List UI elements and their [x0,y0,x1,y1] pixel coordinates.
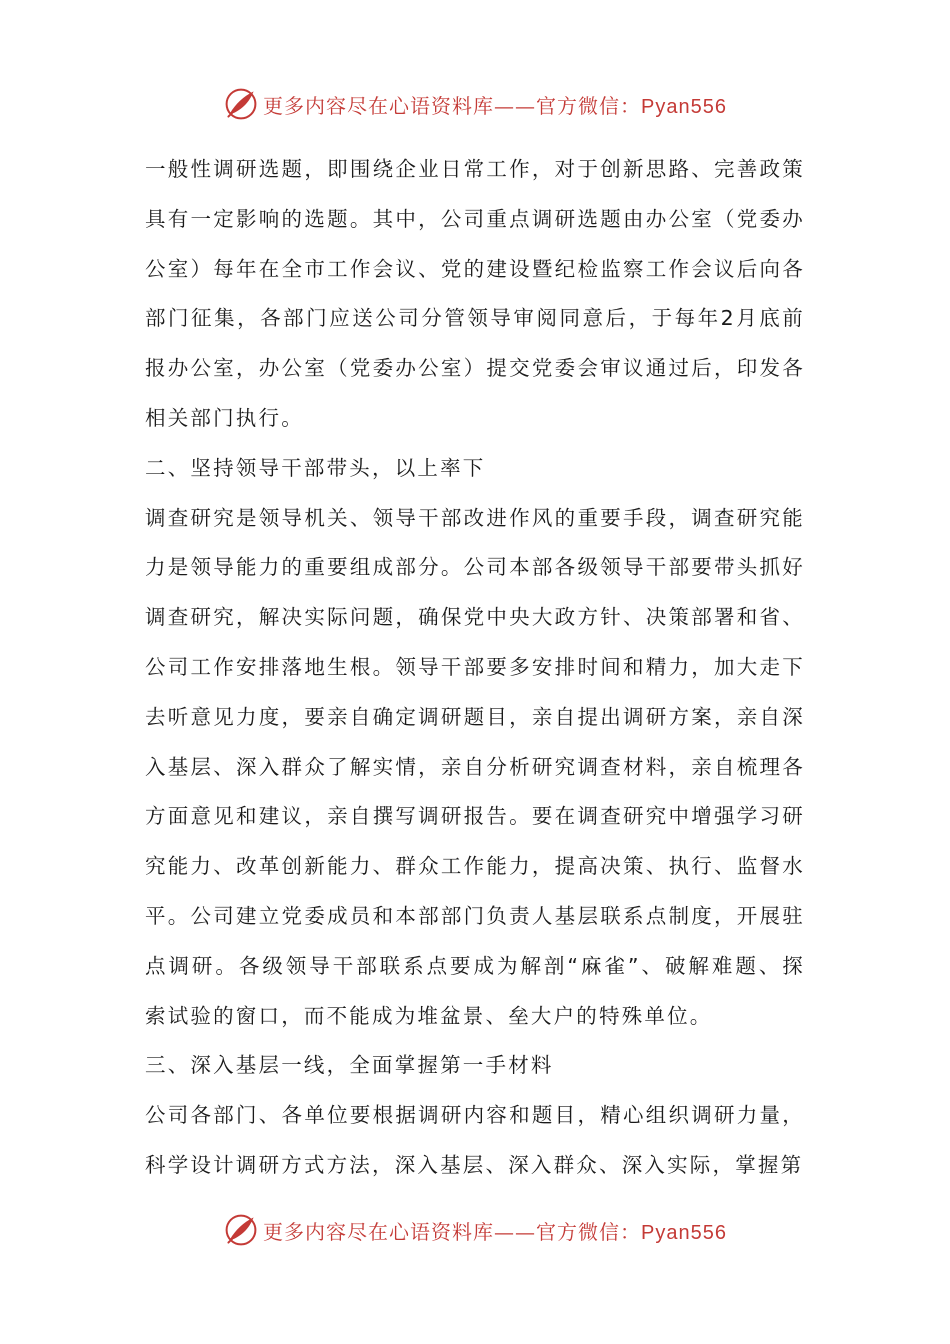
section-heading-3: 三、深入基层一线，全面掌握第一手材料 [145,1053,554,1078]
paragraph-intro: 一般性调研选题，即围绕企业日常工作，对于创新思路、完善政策具有一定影响的选题。其中，公司重点调研选题由办公室（党委办公室）每年在全市工作会议、党的建设暨纪检监察工作会议后向各部门征集，各部门应送公司分管领导审阅同意后，于每年2月底前报办公室，办公室（党委办公室）提交党委会审议通过后，印发各相关部门执行。 [145,157,805,430]
paragraph-section-3: 公司各部门、各单位要根据调研内容和题目，精心组织调研力量，科学设计调研方式方法，深入基层、深入群众、深入实际，掌握第 [145,1103,805,1177]
quill-logo-icon [223,86,259,122]
header-watermark-banner [0,84,950,124]
document-body [145,145,805,1191]
wechat-id: Pyan556 [641,95,727,118]
watermark-text: 更多内容尽在心语资料库——官方微信：Pyan556 [263,1219,727,1244]
footer-watermark-banner [0,1210,950,1250]
watermark-text: 更多内容尽在心语资料库——官方微信：Pyan556 [263,93,727,118]
paragraph-section-2: 调查研究是领导机关、领导干部改进作风的重要手段，调查研究能力是领导能力的重要组成部分。公司本部各级领导干部要带头抓好调查研究，解决实际问题，确保党中央大政方针、决策部署和省、公司工作安排落地生根。领导干部要多安排时间和精力，加大走下去听意见力度，要亲自确定调研题目，亲自提出调研方案，亲自深入基层、深入群众了解实情，亲自分析研究调查材料，亲自梳理各方面意见和建议，亲自撰写调研报告。要在调查研究中增强学习研究能力、改革创新能力、群众工作能力，提高决策、执行、监督水平。公司建立党委成员和本部部门负责人基层联系点制度，开展驻点调研。各级领导干部联系点要成为解剖“麻雀”、破解难题、探索试验的窗口，而不能成为堆盆景、垒大户的特殊单位。 [145,505,805,1028]
quill-logo-icon [223,1212,259,1248]
wechat-id: Pyan556 [641,1221,727,1244]
section-heading-2: 二、坚持领导干部带头，以上率下 [145,455,486,480]
